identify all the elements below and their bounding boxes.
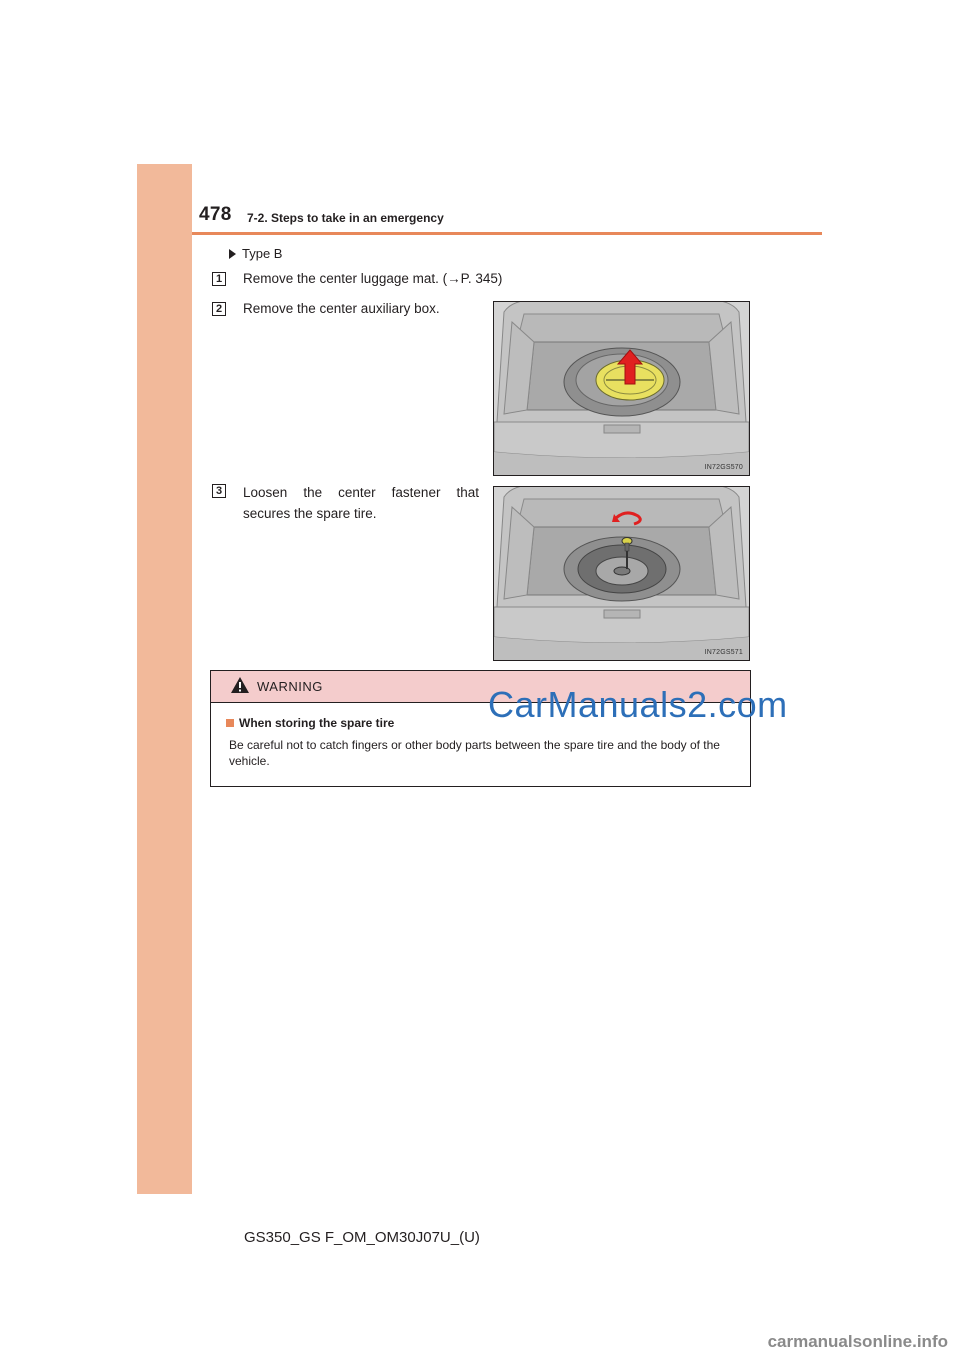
side-tab-bar xyxy=(137,164,192,1194)
type-label xyxy=(229,246,282,261)
warning-subtitle-text: When storing the spare tire xyxy=(239,716,395,730)
step-number-3: 3 xyxy=(212,484,226,498)
page-number: 478 xyxy=(199,204,232,225)
footer-site-watermark: carmanualsonline.info xyxy=(767,1332,948,1351)
step-text-1: Remove the center luggage mat. (→P. 345) xyxy=(243,271,503,286)
figure-code: IN72GS570 xyxy=(704,464,743,471)
type-label-text: Type B xyxy=(242,246,283,261)
warning-title: WARNING xyxy=(257,679,323,694)
square-bullet-icon xyxy=(226,719,234,727)
step-number-1: 1 xyxy=(212,272,226,286)
triangle-bullet-icon xyxy=(229,249,236,259)
figure-remove-auxiliary-box xyxy=(493,301,750,476)
trunk-illustration-2 xyxy=(494,487,749,660)
watermark-logo: CarManuals2.com xyxy=(488,684,788,725)
step-text-3: Loosen the center fastener that secures the spare tire. xyxy=(243,485,479,521)
warning-body: Be careful not to catch fingers or other body parts between the spare tire and the body of the vehicle. xyxy=(229,738,720,768)
step-number-2: 2 xyxy=(212,302,226,316)
footer-doc-code: GS350_GS F_OM_OM30J07U_(U) xyxy=(244,1229,480,1246)
figure-loosen-fastener xyxy=(493,486,750,661)
header-divider xyxy=(192,232,822,235)
warning-subtitle xyxy=(226,716,394,730)
figure-code: IN72GS571 xyxy=(704,649,743,656)
step-text-2: Remove the center auxiliary box. xyxy=(243,301,440,316)
trunk-illustration-1 xyxy=(494,302,749,475)
warning-triangle-icon xyxy=(230,676,250,694)
section-title: 7-2. Steps to take in an emergency xyxy=(247,211,444,225)
